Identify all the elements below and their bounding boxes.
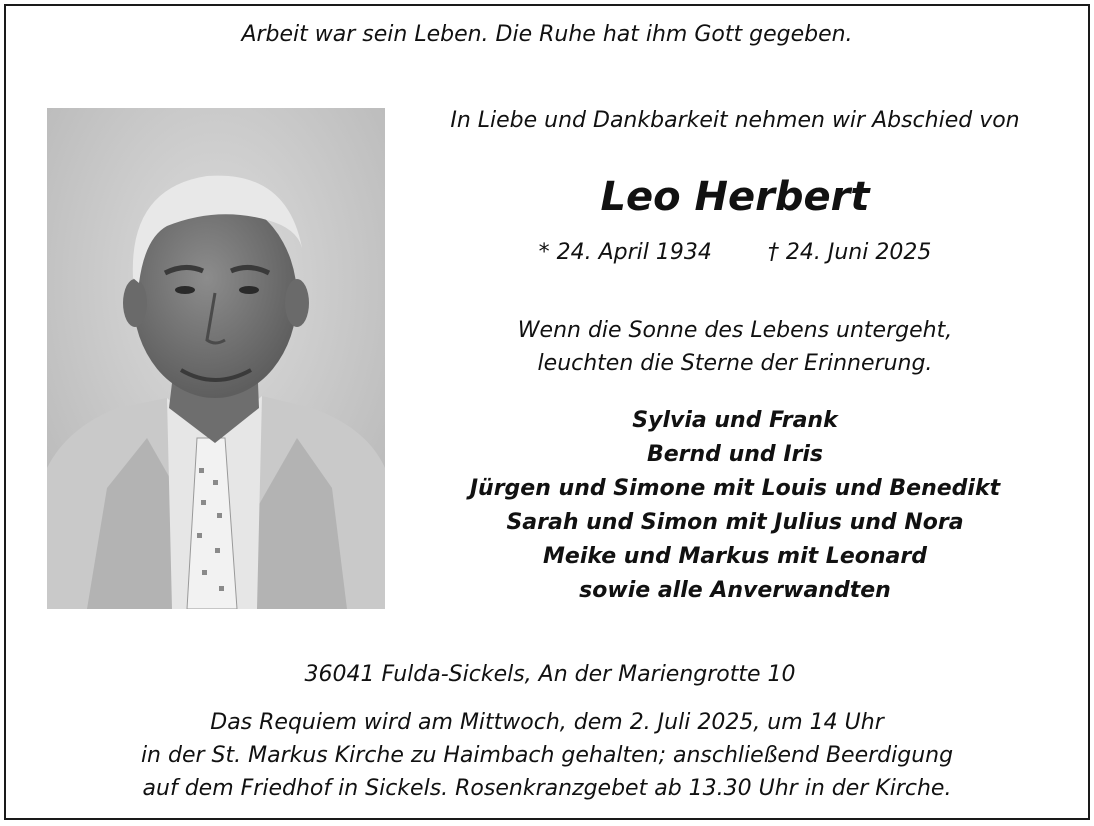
motto: Arbeit war sein Leben. Die Ruhe hat ihm Gott gegeben. — [241, 22, 853, 47]
quote-line: leuchten die Sterne der Erinnerung. — [537, 351, 933, 376]
memorial-quote — [400, 314, 1070, 380]
mourner: Bernd und Iris — [646, 442, 823, 467]
mourner: Jürgen und Simone mit Louis und Benedikt — [469, 476, 1001, 501]
address: 36041 Fulda-Sickels, An der Mariengrotte 10 — [304, 662, 796, 687]
mourner: Sylvia und Frank — [632, 408, 838, 433]
requiem-line: Das Requiem wird am Mittwoch, dem 2. Juli 2025, um 14 Uhr — [210, 710, 884, 735]
mourners-list — [400, 404, 1070, 608]
deceased-name: Leo Herbert — [600, 174, 870, 220]
requiem-line: in der St. Markus Kirche zu Haimbach gehalten; anschließend Beerdigung — [140, 743, 954, 768]
requiem-line: auf dem Friedhof in Sickels. Rosenkranzgebet ab 13.30 Uhr in der Kirche. — [142, 776, 952, 801]
quote-line: Wenn die Sonne des Lebens untergeht, — [517, 318, 953, 343]
intro-line: In Liebe und Dankbarkeit nehmen wir Abschied von — [450, 108, 1020, 133]
mourner: sowie alle Anverwandten — [579, 578, 891, 603]
life-dates — [400, 240, 1070, 265]
death-date: † 24. Juni 2025 — [767, 240, 932, 265]
portrait-illustration — [47, 108, 385, 609]
birth-date: * 24. April 1934 — [538, 240, 712, 265]
mourner: Meike und Markus mit Leonard — [543, 544, 927, 569]
mourner: Sarah und Simon mit Julius und Nora — [506, 510, 964, 535]
requiem-info — [0, 706, 1094, 805]
portrait-photo — [47, 108, 385, 609]
